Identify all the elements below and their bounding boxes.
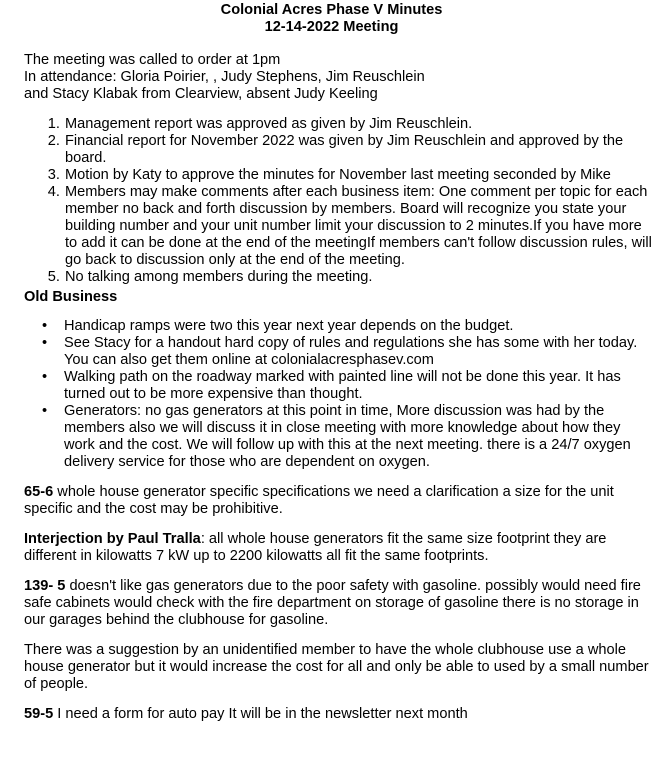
comment-lead: Interjection by Paul Tralla xyxy=(24,531,201,547)
intro-attendance: In attendance: Gloria Poirier, , Judy Stephens, Jim Reuschlein xyxy=(24,69,425,85)
document-title: Colonial Acres Phase V Minutes xyxy=(220,2,443,18)
agenda-item: 1. Management report was approved as given by Jim Reuschlein. xyxy=(64,116,654,133)
old-business-list xyxy=(24,318,654,471)
old-business-item: • See Stacy for a handout hard copy of rules and regulations she has some with her today. You can also get them online at colonialacresphasev.com xyxy=(64,335,654,369)
agenda-list xyxy=(24,116,654,286)
comment-text: There was a suggestion by an unidentified member to have the whole clubhouse use a whole house generator but it would increase the cost for all and only be able to used by a small number of people. xyxy=(24,642,649,692)
agenda-item: 2. Financial report for November 2022 was given by Jim Reuschlein and approved by the board. xyxy=(64,133,654,167)
minutes-document xyxy=(24,0,654,723)
intro-attendance-cont: and Stacy Klabak from Clearview, absent Judy Keeling xyxy=(24,86,378,102)
old-business-item: • Generators: no gas generators at this point in time, More discussion was had by the members also we will discuss it in close meeting with more knowledge about how they work and the cost. We will follow up with this at the next meeting. there is a 24/7 oxygen delivery service for those who are dependent on oxygen. xyxy=(64,403,654,471)
comment-lead: 139- 5 xyxy=(24,578,66,594)
document-header xyxy=(24,2,639,36)
comment-paragraph xyxy=(24,531,654,565)
comment-text: whole house generator specific specifications we need a clarification a size for the unit specific and the cost may be prohibitive. xyxy=(24,484,614,517)
intro-block xyxy=(24,52,654,103)
comment-paragraph xyxy=(24,578,654,629)
meeting-date: 12-14-2022 Meeting xyxy=(264,19,399,35)
comment-text: : all whole house generators fit the same size footprint they are different in kilowatts 7 kW up to 2200 kilowatts all fit the same footprints. xyxy=(24,531,607,564)
old-business-item: • Walking path on the roadway marked with painted line will not be done this year. It has turned out to be more expensive than thought. xyxy=(64,369,654,403)
comment-text: doesn't like gas generators due to the poor safety with gasoline. possibly would need fire safe cabinets would check with the fire department on storage of gasoline there is no storage in our garages behind the clubhouse for gasoline. xyxy=(24,578,641,628)
old-business-item: • Handicap ramps were two this year next year depends on the budget. xyxy=(64,318,654,335)
agenda-item: 3. Motion by Katy to approve the minutes for November last meeting seconded by Mike xyxy=(64,167,654,184)
comment-lead: 59-5 xyxy=(24,706,54,722)
comment-paragraph xyxy=(24,484,654,518)
agenda-item: 4. Members may make comments after each business item: One comment per topic for each member no back and forth discussion by members. Board will recognize you state your building number and your unit number limit your discussion to 2 minutes.If you have more to add it can be done at the end of the meetingIf members can't follow discussion rules, will go back to discussion only at the end of the meeting. xyxy=(64,184,654,269)
old-business-heading: Old Business xyxy=(24,289,118,305)
comment-paragraph xyxy=(24,706,654,723)
intro-call-to-order: The meeting was called to order at 1pm xyxy=(24,52,281,68)
comment-paragraph xyxy=(24,642,654,693)
comment-lead: 65-6 xyxy=(24,484,54,500)
agenda-item: 5. No talking among members during the meeting. xyxy=(64,269,654,286)
comment-text: I need a form for auto pay It will be in the newsletter next month xyxy=(53,706,468,722)
